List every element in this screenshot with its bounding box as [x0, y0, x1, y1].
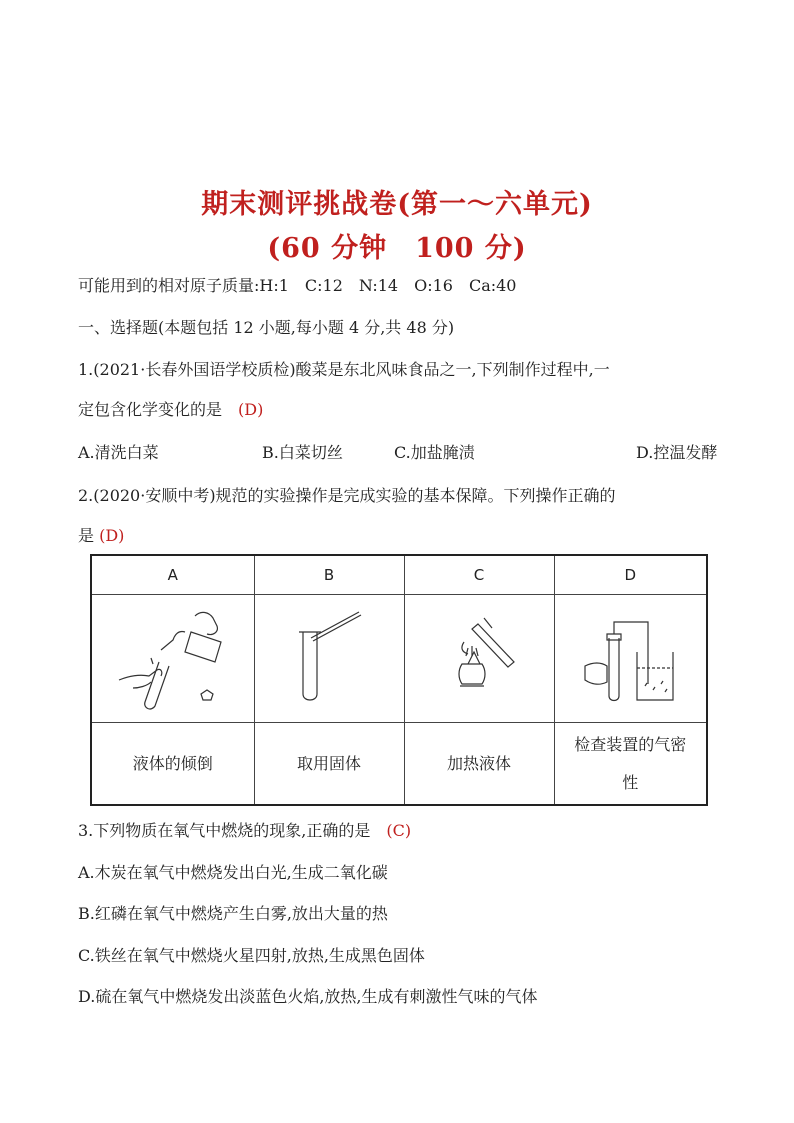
- q2-caption-a: 液体的倾倒: [91, 723, 254, 806]
- q2-caption-d: 检查装置的气密性: [554, 723, 707, 806]
- q2-figure-c: [404, 595, 554, 723]
- q3-stem-text: 3.下列物质在氧气中燃烧的现象,正确的是: [78, 821, 387, 840]
- q2-stem-text: 是: [78, 526, 100, 545]
- page-subtitle: (60 分钟 100 分): [267, 233, 527, 264]
- q2-figure-a: [91, 595, 254, 723]
- q2-caption-b: 取用固体: [254, 723, 404, 806]
- q2-caption-c: 加热液体: [404, 723, 554, 806]
- q1-stem-line2: [78, 397, 263, 420]
- q1-stem-line1: 1.(2021·长春外国语学校质检)酸菜是东北风味食品之一,下列制作过程中,一: [78, 360, 610, 379]
- q2-header-a: A: [91, 555, 254, 595]
- q3-option-d: D.硫在氧气中燃烧发出淡蓝色火焰,放热,生成有刺激性气味的气体: [78, 987, 538, 1006]
- q3-answer: (C): [386, 821, 412, 840]
- q2-stem-line2: [78, 523, 124, 546]
- heating-liquid-illustration: [434, 602, 524, 712]
- q3-option-b: B.红磷在氧气中燃烧产生白雾,放出大量的热: [78, 904, 388, 923]
- q2-figure-d: [554, 595, 707, 723]
- q2-header-b: B: [254, 555, 404, 595]
- q2-answer: (D): [99, 526, 125, 545]
- q2-header-c: C: [404, 555, 554, 595]
- q3-stem: [78, 818, 411, 841]
- q1-option-c: C.加盐腌渍: [394, 443, 475, 462]
- q3-option-a: A.木炭在氧气中燃烧发出白光,生成二氧化碳: [78, 863, 388, 882]
- q2-header-d: D: [554, 555, 707, 595]
- q3-option-c: C.铁丝在氧气中燃烧火星四射,放热,生成黑色固体: [78, 946, 425, 965]
- q1-stem-text: 定包含化学变化的是: [78, 400, 239, 419]
- q1-option-d: D.控温发酵: [636, 443, 718, 462]
- pouring-liquid-illustration: [113, 602, 233, 712]
- q1-option-b: B.白菜切丝: [262, 443, 343, 462]
- q2-stem-line1: 2.(2020·安顺中考)规范的实验操作是完成实验的基本保障。下列操作正确的: [78, 486, 616, 505]
- taking-solid-illustration: [289, 602, 369, 712]
- q2-options-table: [90, 554, 708, 806]
- section-heading: 一、选择题(本题包括 12 小题,每小题 4 分,共 48 分): [78, 318, 455, 337]
- atomic-mass-note: 可能用到的相对原子质量:H:1 C:12 N:14 O:16 Ca:40: [78, 276, 517, 295]
- q1-option-a: A.清洗白菜: [78, 443, 159, 462]
- q1-answer: (D): [238, 400, 264, 419]
- page-title: 期末测评挑战卷(第一～六单元): [201, 189, 593, 220]
- q2-figure-b: [254, 595, 404, 723]
- airtightness-check-illustration: [575, 602, 685, 712]
